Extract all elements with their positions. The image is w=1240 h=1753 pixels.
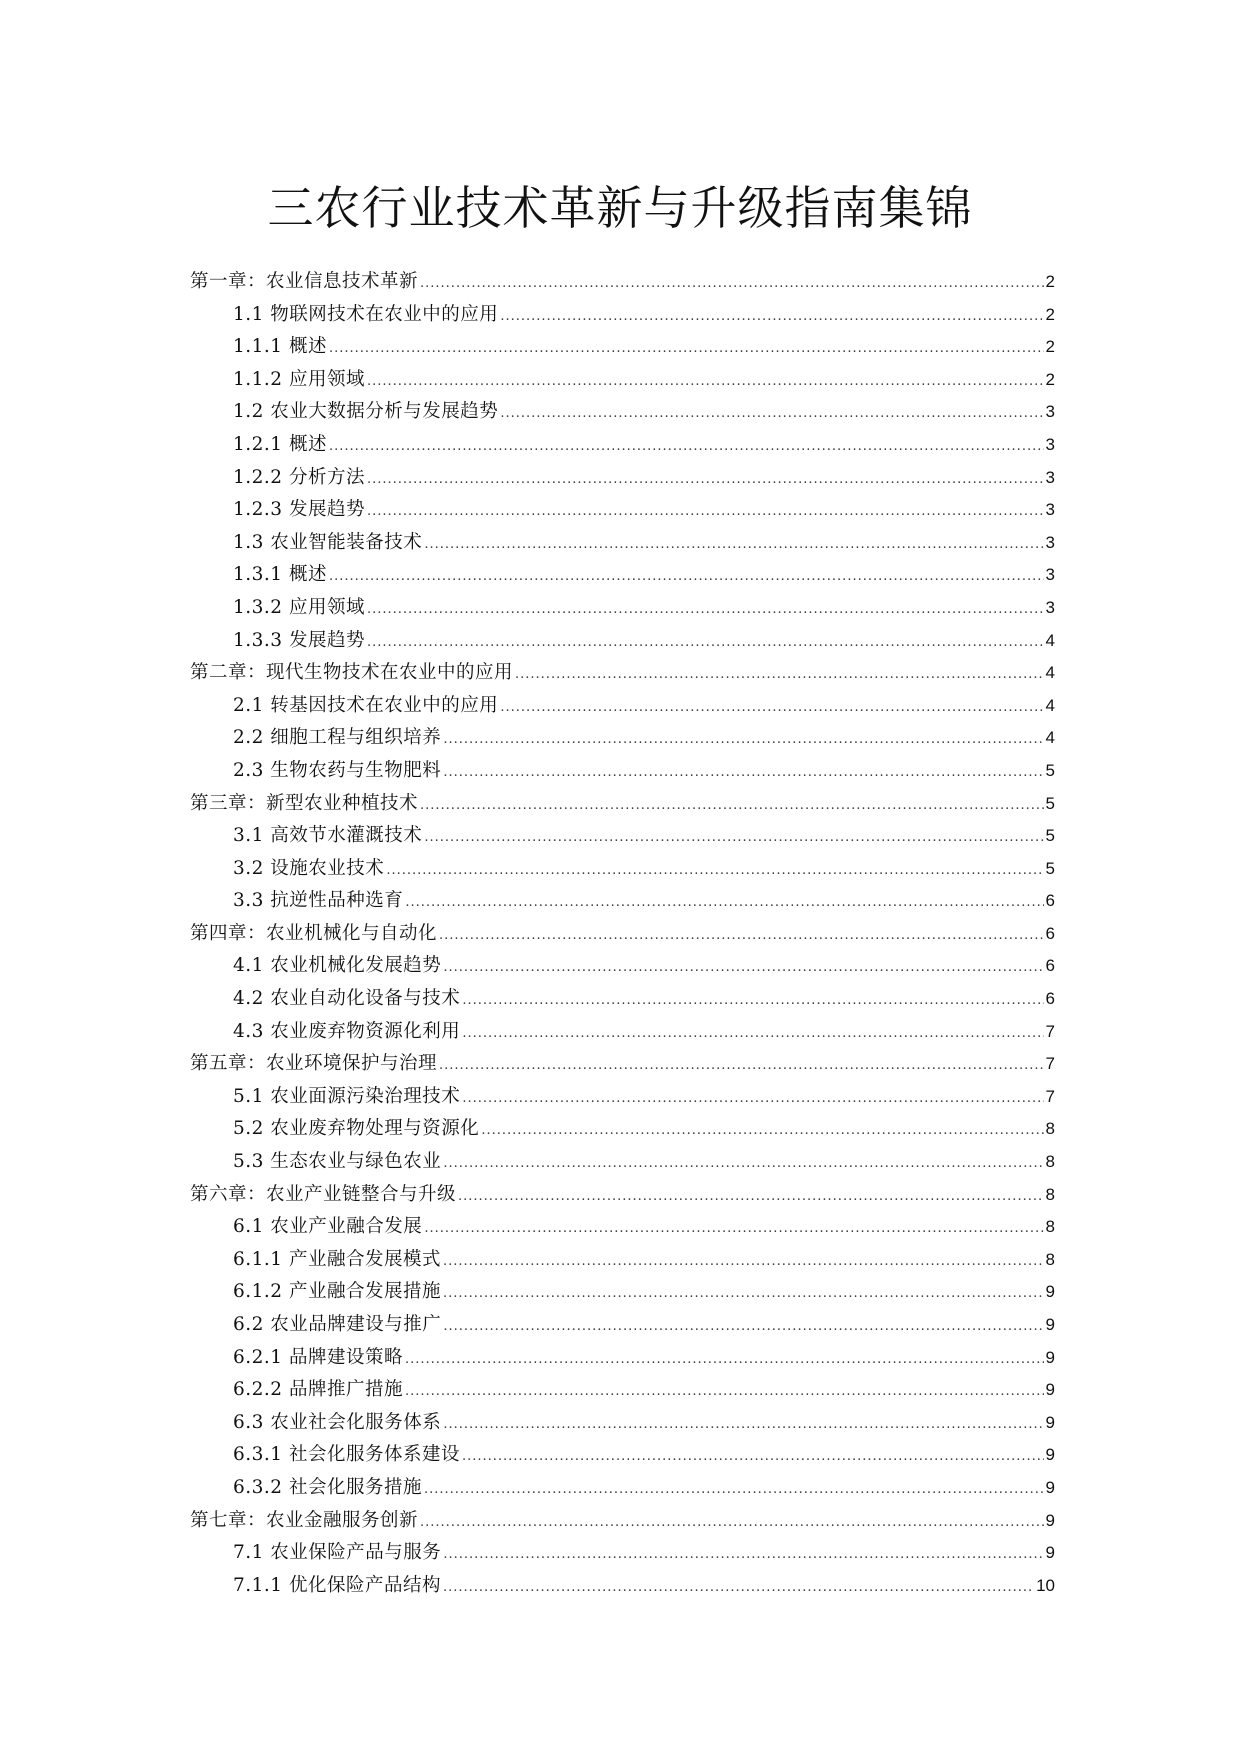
toc-entry-title: 4.2 农业自动化设备与技术 bbox=[233, 988, 461, 1010]
toc-entry-title: 7.1 农业保险产品与服务 bbox=[233, 1542, 442, 1564]
dot-leader bbox=[367, 374, 1044, 389]
dot-leader bbox=[367, 504, 1044, 519]
toc-entry-page-number: 2 bbox=[1045, 272, 1055, 291]
dot-leader bbox=[500, 406, 1043, 421]
dot-leader bbox=[515, 667, 1044, 682]
toc-entry-page-number: 4 bbox=[1045, 728, 1055, 748]
toc-entry-title: 1.3.1 概述 bbox=[233, 564, 327, 586]
toc-entry[interactable] bbox=[190, 560, 1055, 593]
dot-leader bbox=[367, 472, 1044, 487]
toc-entry[interactable] bbox=[190, 691, 1055, 724]
toc-entry-page-number: 8 bbox=[1045, 1119, 1055, 1139]
dot-leader bbox=[462, 1091, 1043, 1106]
dot-leader bbox=[443, 1254, 1044, 1269]
toc-entry[interactable] bbox=[190, 1017, 1055, 1050]
toc-entry-title: 1.2.3 发展趋势 bbox=[233, 499, 365, 521]
toc-entry-page-number: 9 bbox=[1045, 1477, 1055, 1497]
toc-entry-page-number: 10 bbox=[1036, 1575, 1055, 1595]
toc-entry-page-number: 5 bbox=[1045, 826, 1055, 846]
dot-leader bbox=[439, 928, 1044, 943]
toc-entry[interactable] bbox=[190, 1538, 1055, 1571]
toc-entry[interactable] bbox=[190, 463, 1055, 496]
toc-entry-title: 第一章：农业信息技术革新 bbox=[190, 271, 419, 292]
toc-entry[interactable] bbox=[190, 1277, 1055, 1310]
toc-entry[interactable] bbox=[190, 821, 1055, 854]
toc-entry-page-number: 3 bbox=[1045, 467, 1055, 487]
dot-leader bbox=[500, 700, 1043, 715]
dot-leader bbox=[500, 309, 1043, 324]
toc-entry-page-number: 2 bbox=[1045, 337, 1055, 357]
dot-leader bbox=[481, 1123, 1043, 1138]
toc-entry-title: 1.1 物联网技术在农业中的应用 bbox=[233, 303, 499, 325]
toc-entry-title: 2.3 生物农药与生物肥料 bbox=[233, 759, 442, 781]
dot-leader bbox=[462, 1449, 1044, 1464]
toc-entry-page-number: 4 bbox=[1045, 663, 1055, 683]
toc-entry[interactable] bbox=[190, 1343, 1055, 1376]
toc-entry-page-number: 3 bbox=[1045, 532, 1055, 552]
toc-entry-page-number: 9 bbox=[1045, 1543, 1055, 1563]
dot-leader bbox=[424, 537, 1043, 552]
toc-entry[interactable] bbox=[190, 658, 1055, 691]
toc-entry-title: 1.2 农业大数据分析与发展趋势 bbox=[233, 401, 499, 423]
dot-leader bbox=[443, 765, 1043, 780]
toc-entry-title: 1.2.2 分析方法 bbox=[233, 466, 365, 488]
toc-entry[interactable] bbox=[190, 723, 1055, 756]
dot-leader bbox=[420, 798, 1044, 813]
toc-entry-page-number: 9 bbox=[1045, 1510, 1055, 1530]
toc-entry-page-number: 9 bbox=[1045, 1412, 1055, 1432]
toc-entry[interactable] bbox=[190, 1212, 1055, 1245]
toc-entry-page-number: 8 bbox=[1045, 1217, 1055, 1237]
dot-leader bbox=[420, 276, 1044, 291]
toc-entry-page-number: 6 bbox=[1045, 989, 1055, 1009]
dot-leader bbox=[367, 635, 1044, 650]
toc-entry[interactable] bbox=[190, 593, 1055, 626]
toc-entry-title: 第四章：农业机械化与自动化 bbox=[190, 922, 438, 944]
toc-entry-title: 6.2 农业品牌建设与推广 bbox=[233, 1314, 442, 1335]
toc-entry[interactable] bbox=[190, 1082, 1055, 1115]
toc-entry-page-number: 5 bbox=[1045, 858, 1055, 878]
toc-entry-page-number: 6 bbox=[1045, 956, 1055, 976]
toc-entry[interactable] bbox=[190, 984, 1055, 1017]
toc-entry-title: 2.1 转基因技术在农业中的应用 bbox=[233, 694, 499, 716]
toc-entry-page-number: 4 bbox=[1045, 695, 1055, 715]
dot-leader bbox=[420, 1515, 1044, 1530]
dot-leader bbox=[443, 1417, 1043, 1432]
toc-entry[interactable] bbox=[190, 1473, 1055, 1506]
toc-entry[interactable] bbox=[190, 1180, 1055, 1213]
toc-entry-page-number: 3 bbox=[1045, 500, 1055, 520]
dot-leader bbox=[405, 1384, 1044, 1399]
toc-entry[interactable] bbox=[190, 1408, 1055, 1441]
toc-entry[interactable] bbox=[190, 1375, 1055, 1408]
toc-entry-title: 2.2 细胞工程与组织培养 bbox=[233, 727, 442, 749]
toc-entry-page-number: 3 bbox=[1045, 597, 1055, 617]
toc-entry-page-number: 9 bbox=[1045, 1347, 1055, 1367]
table-of-contents bbox=[190, 267, 1055, 1603]
toc-entry[interactable] bbox=[190, 267, 1055, 300]
dot-leader bbox=[443, 732, 1043, 747]
toc-entry[interactable] bbox=[190, 854, 1055, 887]
dot-leader bbox=[443, 1286, 1044, 1301]
toc-entry-page-number: 9 bbox=[1045, 1315, 1055, 1334]
toc-entry[interactable] bbox=[190, 332, 1055, 365]
dot-leader bbox=[443, 1156, 1043, 1171]
toc-entry-title: 6.1 农业产业融合发展 bbox=[233, 1216, 423, 1238]
toc-entry-page-number: 9 bbox=[1045, 1282, 1055, 1302]
toc-entry-page-number: 4 bbox=[1045, 630, 1055, 650]
toc-entry-title: 3.2 设施农业技术 bbox=[233, 857, 385, 879]
toc-entry-page-number: 8 bbox=[1045, 1249, 1055, 1269]
toc-entry[interactable] bbox=[190, 919, 1055, 952]
toc-entry[interactable] bbox=[190, 626, 1055, 659]
dot-leader bbox=[424, 830, 1043, 845]
toc-entry-title: 5.3 生态农业与绿色农业 bbox=[233, 1151, 442, 1173]
toc-entry-title: 3.1 高效节水灌溉技术 bbox=[233, 825, 423, 847]
dot-leader bbox=[386, 863, 1043, 878]
toc-entry-page-number: 5 bbox=[1045, 760, 1055, 780]
toc-entry[interactable] bbox=[190, 789, 1055, 822]
toc-entry[interactable] bbox=[190, 1440, 1055, 1473]
dot-leader bbox=[424, 1482, 1044, 1497]
toc-entry[interactable] bbox=[190, 1506, 1055, 1539]
toc-entry[interactable] bbox=[190, 1049, 1055, 1082]
toc-entry-title: 5.2 农业废弃物处理与资源化 bbox=[233, 1118, 480, 1140]
toc-entry-title: 6.2.1 品牌建设策略 bbox=[233, 1346, 403, 1368]
toc-entry-title: 7.1.1 优化保险产品结构 bbox=[233, 1574, 441, 1596]
toc-entry-title: 3.3 抗逆性品种选育 bbox=[233, 890, 404, 912]
toc-entry-title: 1.2.1 概述 bbox=[233, 433, 327, 455]
toc-entry-title: 6.3.1 社会化服务体系建设 bbox=[233, 1444, 460, 1466]
toc-entry[interactable] bbox=[190, 951, 1055, 984]
toc-entry[interactable] bbox=[190, 886, 1055, 919]
toc-entry[interactable] bbox=[190, 756, 1055, 789]
toc-entry[interactable] bbox=[190, 495, 1055, 528]
toc-entry-title: 第七章：农业金融服务创新 bbox=[190, 1509, 419, 1531]
toc-entry-title: 1.1.1 概述 bbox=[233, 336, 327, 358]
toc-entry[interactable] bbox=[190, 430, 1055, 463]
toc-entry-page-number: 6 bbox=[1045, 891, 1055, 911]
toc-entry-title: 1.3.3 发展趋势 bbox=[233, 629, 365, 651]
toc-entry[interactable] bbox=[190, 1147, 1055, 1180]
toc-entry-title: 6.1.1 产业融合发展模式 bbox=[233, 1248, 441, 1270]
dot-leader bbox=[329, 341, 1044, 356]
toc-entry-page-number: 8 bbox=[1045, 1184, 1055, 1204]
toc-entry-page-number: 3 bbox=[1045, 402, 1055, 422]
toc-entry-title: 第五章：农业环境保护与治理 bbox=[190, 1053, 438, 1075]
dot-leader bbox=[424, 1221, 1043, 1236]
dot-leader bbox=[329, 569, 1044, 584]
toc-entry[interactable] bbox=[190, 1310, 1055, 1343]
dot-leader bbox=[329, 439, 1044, 454]
dot-leader bbox=[405, 895, 1043, 910]
toc-entry[interactable] bbox=[190, 300, 1055, 333]
toc-entry-page-number: 2 bbox=[1045, 304, 1055, 324]
toc-entry-page-number: 7 bbox=[1045, 1086, 1055, 1106]
toc-entry-title: 6.1.2 产业融合发展措施 bbox=[233, 1281, 441, 1303]
dot-leader bbox=[462, 993, 1043, 1008]
toc-entry-title: 第二章：现代生物技术在农业中的应用 bbox=[190, 662, 514, 684]
toc-entry-title: 4.1 农业机械化发展趋势 bbox=[233, 955, 442, 977]
toc-entry-title: 第三章：新型农业种植技术 bbox=[190, 792, 419, 814]
toc-entry-page-number: 2 bbox=[1045, 369, 1055, 389]
toc-entry-page-number: 9 bbox=[1045, 1445, 1055, 1465]
dot-leader bbox=[443, 1547, 1043, 1562]
toc-entry-title: 6.3 农业社会化服务体系 bbox=[233, 1411, 442, 1433]
dot-leader bbox=[439, 1058, 1044, 1073]
toc-entry-title: 6.2.2 品牌推广措施 bbox=[233, 1379, 403, 1401]
dot-leader bbox=[443, 1319, 1043, 1334]
toc-entry-page-number: 9 bbox=[1045, 1380, 1055, 1400]
toc-entry-title: 1.1.2 应用领域 bbox=[233, 368, 365, 390]
document-title: 三农行业技术革新与升级指南集锦 bbox=[267, 181, 973, 235]
toc-entry[interactable] bbox=[190, 1114, 1055, 1147]
toc-entry-title: 1.3.2 应用领域 bbox=[233, 596, 365, 618]
dot-leader bbox=[367, 602, 1044, 617]
toc-entry-page-number: 3 bbox=[1045, 434, 1055, 454]
dot-leader bbox=[458, 1189, 1044, 1204]
toc-entry[interactable] bbox=[190, 365, 1055, 398]
toc-entry-title: 5.1 农业面源污染治理技术 bbox=[233, 1085, 461, 1107]
toc-entry[interactable] bbox=[190, 1245, 1055, 1278]
dot-leader bbox=[405, 1352, 1044, 1367]
toc-entry-page-number: 3 bbox=[1045, 565, 1055, 585]
toc-entry[interactable] bbox=[190, 1571, 1055, 1604]
toc-entry[interactable] bbox=[190, 397, 1055, 430]
dot-leader bbox=[443, 960, 1043, 975]
toc-entry-page-number: 7 bbox=[1045, 1054, 1055, 1074]
toc-entry[interactable] bbox=[190, 528, 1055, 561]
dot-leader bbox=[462, 1026, 1043, 1041]
toc-entry-page-number: 6 bbox=[1045, 923, 1055, 943]
toc-entry-title: 1.3 农业智能装备技术 bbox=[233, 531, 423, 553]
toc-entry-page-number: 8 bbox=[1045, 1152, 1055, 1172]
toc-entry-page-number: 5 bbox=[1045, 793, 1055, 813]
toc-entry-page-number: 7 bbox=[1045, 1021, 1055, 1041]
toc-entry-title: 6.3.2 社会化服务措施 bbox=[233, 1476, 422, 1498]
toc-entry-title: 第六章：农业产业链整合与升级 bbox=[190, 1183, 457, 1205]
dot-leader bbox=[443, 1580, 1034, 1595]
toc-entry-title: 4.3 农业废弃物资源化利用 bbox=[233, 1020, 461, 1042]
